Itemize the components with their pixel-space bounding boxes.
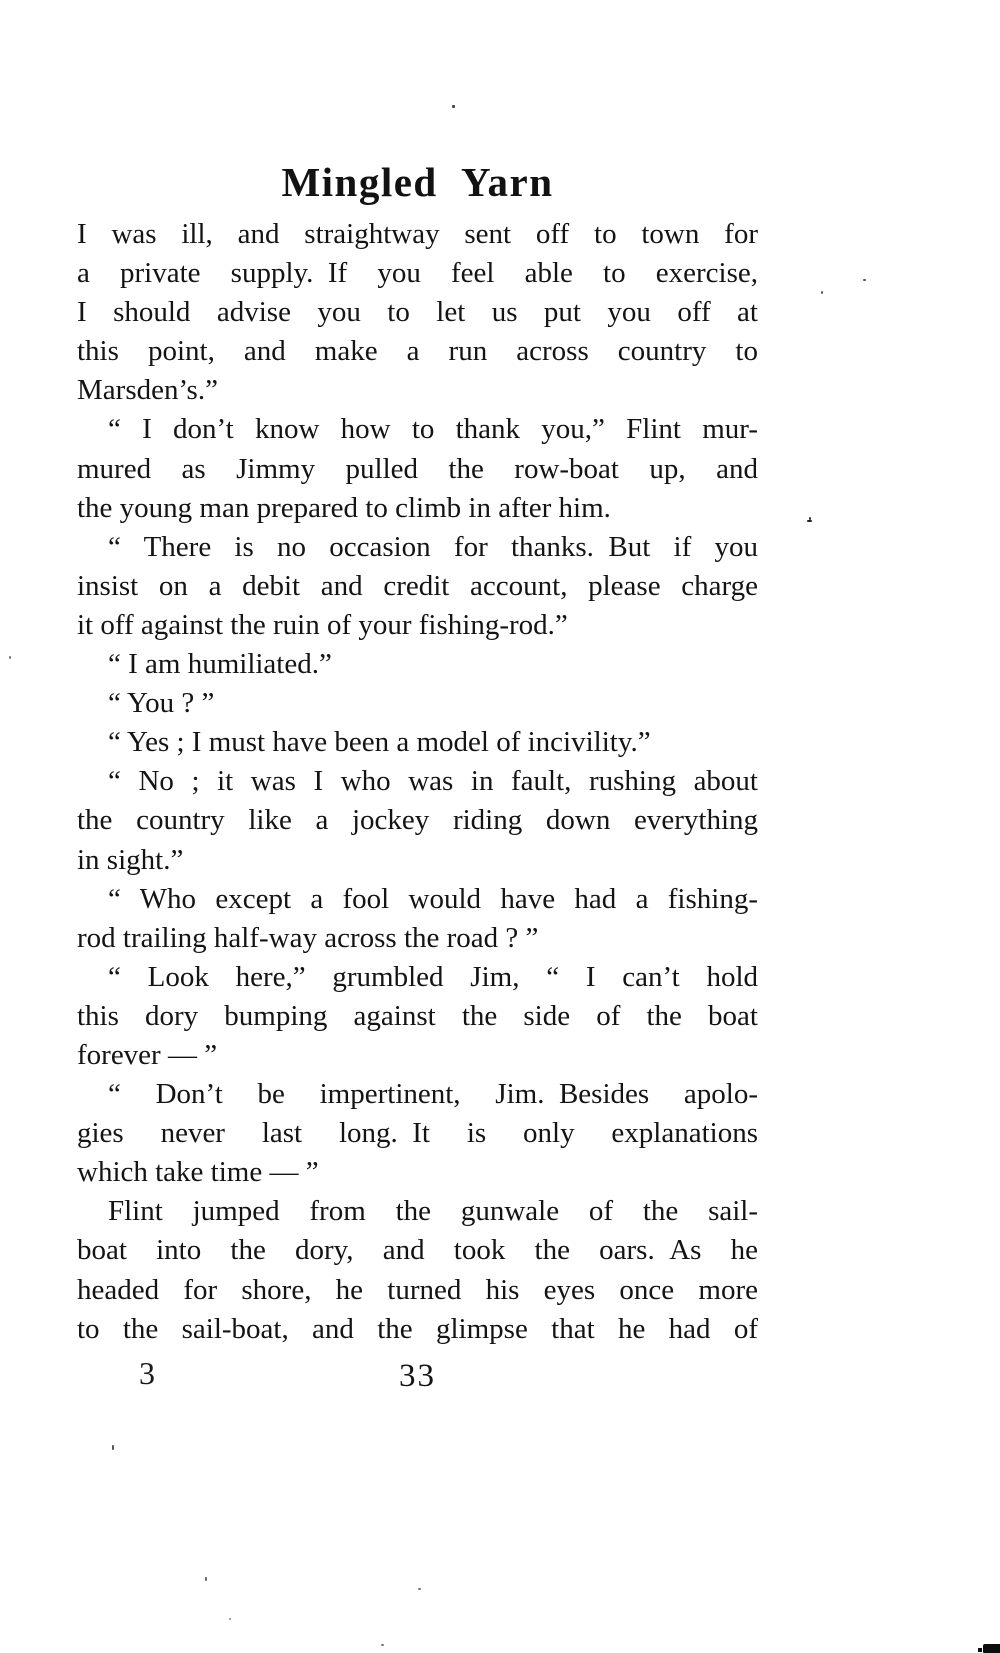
text-line: which take time — ” [77, 1156, 319, 1189]
text-line: mured as Jimmy pulled the row-boat up, and [77, 452, 758, 485]
body-text [77, 215, 758, 1349]
text-line: this point, and make a run across country to [77, 335, 758, 368]
text-line: “ Don’t be impertinent, Jim. Besides apolo- [108, 1078, 758, 1111]
paragraph [77, 410, 758, 527]
scan-speck [809, 517, 811, 520]
signature-mark: 3 [139, 1355, 155, 1391]
paragraph [77, 1075, 758, 1192]
page-title: Mingled Yarn [281, 159, 554, 206]
text-line: boat into the dory, and took the oars. As he [77, 1234, 758, 1267]
text-line: to the sail-boat, and the glimpse that he had of [77, 1312, 758, 1345]
text-line: I should advise you to let us put you off at [77, 296, 758, 329]
text-line: Marsden’s.” [77, 374, 218, 407]
text-line: gies never last long. It is only explanations [77, 1117, 758, 1150]
text-line: I was ill, and straightway sent off to town for [77, 218, 758, 250]
paragraph [77, 684, 758, 723]
scan-speck [821, 291, 823, 294]
scan-speck [452, 105, 455, 108]
text-line: “ There is no occasion for thanks. But if you [108, 530, 758, 563]
text-line: “ Yes ; I must have been a model of incivility.” [108, 726, 651, 759]
scan-speck [863, 279, 866, 281]
paragraph [77, 528, 758, 645]
paragraph [77, 762, 758, 879]
paragraph [77, 723, 758, 762]
paragraph [77, 1192, 758, 1348]
text-line: insist on a debit and credit account, please charge [77, 569, 758, 602]
text-line: a private supply. If you feel able to exercise, [77, 257, 758, 290]
paragraph [77, 880, 758, 958]
scan-speck [112, 1445, 114, 1450]
text-line: Flint jumped from the gunwale of the sail- [108, 1195, 758, 1228]
text-line: this dory bumping against the side of the boat [77, 999, 758, 1032]
text-line: in sight.” [77, 843, 184, 876]
scan-speck [807, 520, 812, 522]
text-line: forever — ” [77, 1038, 218, 1071]
paragraph [77, 645, 758, 684]
text-line: “ I am humiliated.” [108, 648, 332, 681]
scan-speck [9, 656, 11, 659]
scan-speck [229, 1618, 231, 1620]
text-line: the country like a jockey riding down everything [77, 804, 758, 837]
scan-speck [381, 1644, 384, 1646]
text-line: the young man prepared to climb in after him. [77, 491, 611, 524]
text-line: “ Who except a fool would have had a fishing- [108, 882, 758, 915]
ink-smudge [983, 1644, 1000, 1653]
text-line: headed for shore, he turned his eyes once more [77, 1273, 758, 1306]
scan-speck [418, 1588, 421, 1590]
text-line: it off against the ruin of your fishing-rod.” [77, 608, 568, 641]
page-number: 33 [399, 1358, 436, 1394]
text-line: “ I don’t know how to thank you,” Flint mur- [108, 413, 758, 446]
scan-speck [205, 1577, 207, 1581]
paragraph [77, 215, 758, 410]
text-line: “ No ; it was I who was in fault, rushing about [108, 765, 758, 798]
text-line: rod trailing half-way across the road ? ” [77, 921, 539, 954]
paragraph [77, 958, 758, 1075]
text-line: “ You ? ” [108, 687, 215, 720]
text-line: “ Look here,” grumbled Jim, “ I can’t hold [108, 960, 758, 993]
